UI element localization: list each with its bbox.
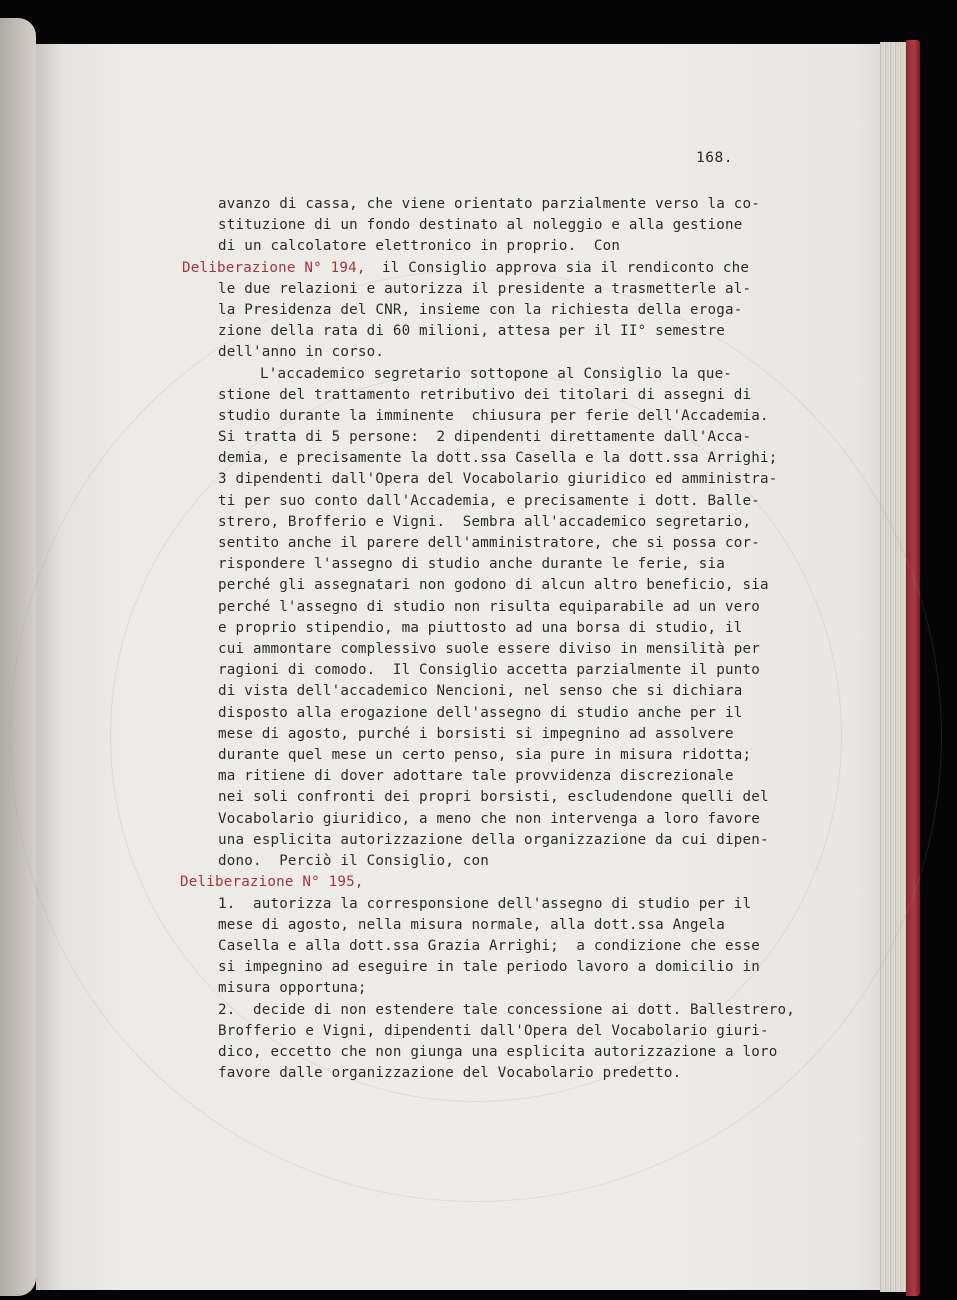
text-line: il Consiglio approva sia il rendiconto che	[382, 260, 750, 276]
text-line: una esplicita autorizzazione della organizzazione da cui dipen-	[218, 832, 769, 848]
text-line: rispondere l'assegno di studio anche durante le ferie, sia	[218, 556, 726, 572]
text-line: mese di agosto, purché i borsisti si impegnino ad assolvere	[218, 726, 734, 742]
text-line: 2. decide di non estendere tale concessione ai dott. Ballestrero,	[218, 1002, 795, 1018]
text-line: ragioni di comodo. Il Consiglio accetta parzialmente il punto	[218, 662, 760, 678]
text-line: ma ritiene di dover adottare tale provvidenza discrezionale	[218, 768, 734, 784]
text-line: le due relazioni e autorizza il presidente a trasmetterle al-	[218, 281, 752, 297]
text-line: di vista dell'accademico Nencioni, nel senso che si dichiara	[218, 683, 743, 699]
text-line: Brofferio e Vigni, dipendenti dall'Opera del Vocabolario giuri-	[218, 1023, 769, 1039]
page-stack-edge	[880, 42, 908, 1292]
text-line: perché l'assegno di studio non risulta equiparabile ad un vero	[218, 599, 760, 615]
text-line: Si tratta di 5 persone: 2 dipendenti direttamente dall'Acca-	[218, 429, 752, 445]
text-line: zione della rata di 60 milioni, attesa per il II° semestre	[218, 323, 726, 339]
text-line: studio durante la imminente chiusura per ferie dell'Accademia.	[218, 408, 769, 424]
text-line: mese di agosto, nella misura normale, alla dott.ssa Angela	[218, 917, 726, 933]
text-line: cui ammontare complessivo suole essere diviso in mensilità per	[218, 641, 760, 657]
text-line: dico, eccetto che non giunga una esplicita autorizzazione a loro	[218, 1044, 778, 1060]
text-line: e proprio stipendio, ma piuttosto ad una borsa di studio, il	[218, 620, 743, 636]
text-line: stituzione di un fondo destinato al noleggio e alla gestione	[218, 217, 743, 233]
left-page-edge	[0, 18, 36, 1296]
text-line: demia, e precisamente la dott.ssa Casella e la dott.ssa Arrighi;	[218, 450, 778, 466]
text-line: sentito anche il parere dell'amministratore, che si possa cor-	[218, 535, 760, 551]
text-line: dell'anno in corso.	[218, 344, 385, 360]
margin-note-deliberazione-194: Deliberazione N° 194,	[182, 260, 366, 276]
text-line: 1. autorizza la corresponsione dell'assegno di studio per il	[218, 896, 752, 912]
margin-note-deliberazione-195: Deliberazione N° 195,	[180, 874, 364, 890]
text-line: si impegnino ad eseguire in tale periodo lavoro a domicilio in	[218, 959, 760, 975]
text-line: dono. Perciò il Consiglio, con	[218, 853, 489, 869]
text-line: Casella e alla dott.ssa Grazia Arrighi; a condizione che esse	[218, 938, 760, 954]
book-cover-edge	[906, 40, 920, 1296]
text-line: Vocabolario giuridico, a meno che non intervenga a loro favore	[218, 811, 760, 827]
text-line: strero, Brofferio e Vigni. Sembra all'accademico segretario,	[218, 514, 752, 530]
text-line: disposto alla erogazione dell'assegno di studio anche per il	[218, 705, 743, 721]
text-line: ti per suo conto dall'Accademia, e precisamente i dott. Balle-	[218, 493, 760, 509]
text-line: misura opportuna;	[218, 980, 367, 996]
page-number: 168.	[696, 150, 733, 166]
text-line: perché gli assegnatari non godono di alcun altro beneficio, sia	[218, 577, 769, 593]
text-line: stione del trattamento retributivo dei titolari di assegni di	[218, 387, 752, 403]
text-line: favore dalle organizzazione del Vocabolario predetto.	[218, 1065, 682, 1081]
text-line: avanzo di cassa, che viene orientato parzialmente verso la co-	[218, 196, 760, 212]
text-line: durante quel mese un certo penso, sia pure in misura ridotta;	[218, 747, 752, 763]
text-line: la Presidenza del CNR, insieme con la richiesta della eroga-	[218, 302, 743, 318]
text-line: di un calcolatore elettronico in proprio. Con	[218, 238, 621, 254]
text-line: L'accademico segretario sottopone al Consiglio la que-	[260, 366, 733, 382]
text-line: 3 dipendenti dall'Opera del Vocabolario giuridico ed amministra-	[218, 471, 778, 487]
text-line: nei soli confronti dei propri borsisti, escludendone quelli del	[218, 789, 769, 805]
